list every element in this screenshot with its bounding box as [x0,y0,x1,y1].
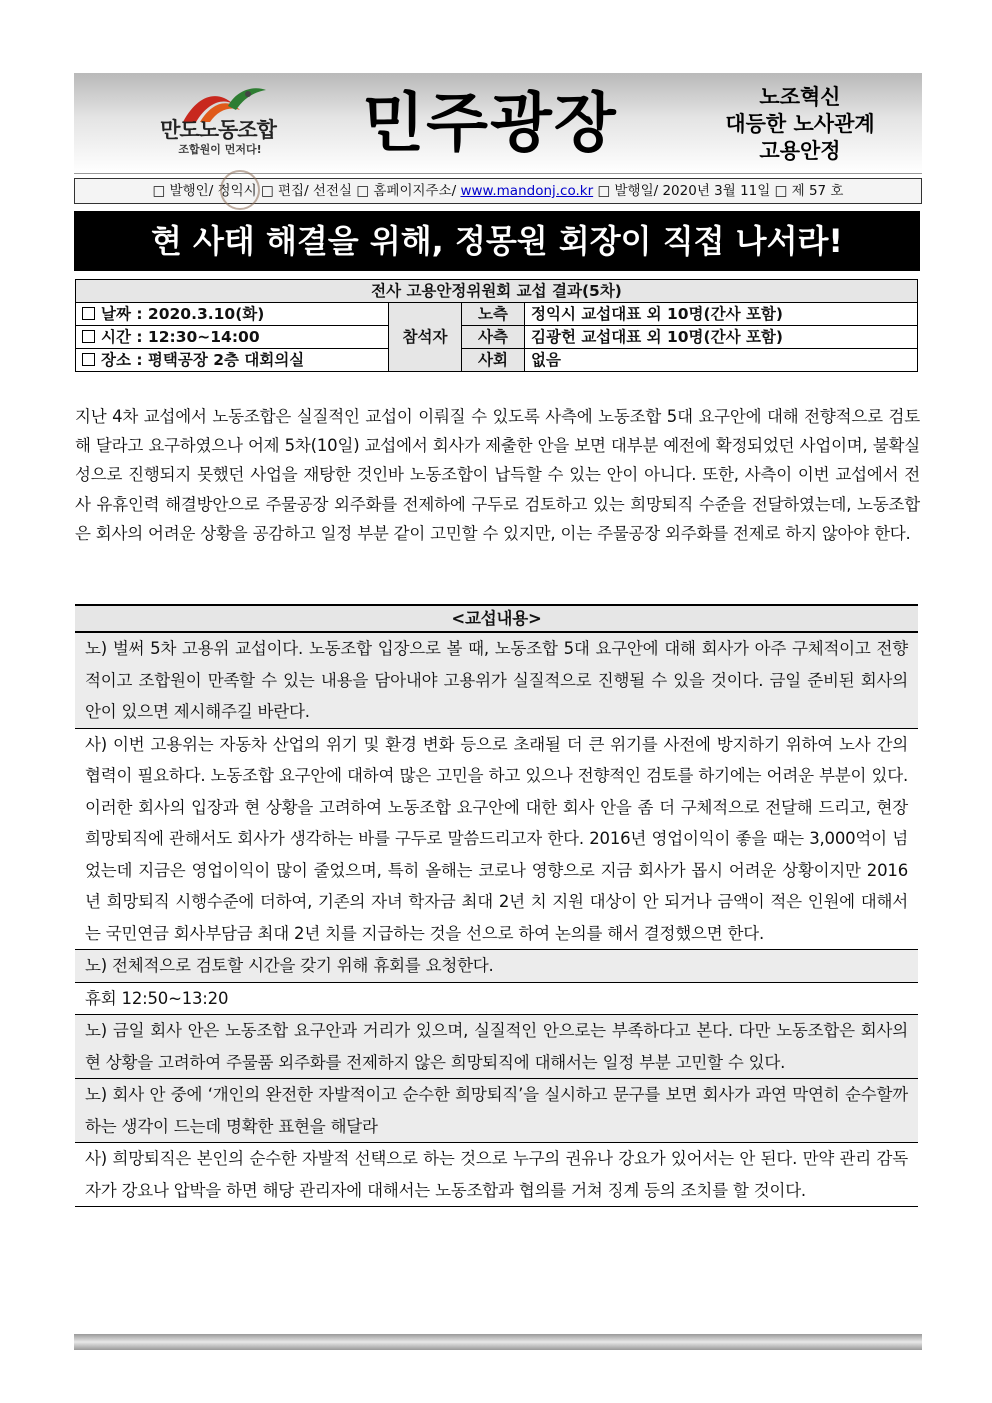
attendee-side: 사측 [462,326,525,349]
issue-date-info: □ 발행일/ 2020년 3월 11일 □ 제 57 호 [593,183,844,199]
negotiation-content-table [75,604,918,1207]
slogan-line: 고용안정 [759,139,841,163]
newsletter-title: 민주광장 [362,87,618,161]
footer-bar [74,1334,922,1350]
meeting-info-table [75,279,918,372]
checkbox-icon [82,353,95,366]
meeting-caption: 전사 고용안정위원회 교섭 결과(5차) [76,280,918,303]
checkbox-icon [82,307,95,320]
dialogue-item: 노) 회사 안 중에 ‘개인의 완전한 자발적이고 순수한 희망퇴직’을 실시하고 문구를 보면 회사가 과연 막연히 순수할까 하는 생각이 드는데 명확한 표현을 해달라 [75,1079,918,1143]
seal-stamp-icon [220,170,260,210]
publisher-info: □ 발행인/ 정익시 □ 편집/ 선전실 □ 홈페이지주소/ [152,183,461,199]
meeting-date: 날짜 : 2020.3.10(화) [76,303,389,326]
slogan-line: 노조혁신 [759,85,841,109]
meeting-time: 시간 : 12:30~14:00 [76,326,389,349]
slogan-line: 대등한 노사관계 [725,112,875,136]
dialogue-item: 노) 전체적으로 검토할 시간을 갖기 위해 휴회를 요청한다. [75,950,918,983]
attendee-side: 사회 [462,349,525,372]
dialogue-item: 사) 이번 고용위는 자동차 산업의 위기 및 환경 변화 등으로 초래될 더 큰 위기를 사전에 방지하기 위하여 노사 간의 협력이 필요하다. 노동조합 요구안에 대하여 많은 고민을 하고 있으나 전향적인 검토를 하기에는 어려운 부분이 있다. 이러한 회사의 입장과 현 상황을 고려하여 노동조합 요구안에 대한 회사 안을 좀 더 구체적으로 전달해 드리고, 현장 희망퇴직에 관해서도 회사가 생각하는 바를 구두로 말씀드리고자 한다. 2016년 영업이익이 좋을 때는 3,000억이 넘었는데 지금은 영업이익이 많이 줄었으며, 특히 올해는 코로나 영향으로 지금 회사가 몹시 어려운 상황이지만 2016년 희망퇴직 시행수준에 더하여, 기존의 자녀 학자금 최대 2년 치 지원 대상이 안 되거나 금액이 적은 인원에 대해서는 국민연금 회사부담금 최대 2년 치를 지급하는 것을 선으로 하여 논의를 해서 결정했으면 한다. [75,728,918,950]
attendee-side: 노측 [462,303,525,326]
slogan-block [690,84,910,165]
checkbox-icon [82,330,95,343]
meeting-place: 장소 : 평택공장 2층 대회의실 [76,349,389,372]
attendee-value: 정익시 교섭대표 외 10명(간사 포함) [525,303,918,326]
attendee-value: 김광헌 교섭대표 외 10명(간사 포함) [525,326,918,349]
intro-paragraph: 지난 4차 교섭에서 노동조합은 실질적인 교섭이 이뤄질 수 있도록 사측에 노동조합 5대 요구안에 대해 전향적으로 검토해 달라고 요구하였으나 어제 5차(10일) 교섭에서 회사가 제출한 안을 보면 대부분 예전에 확정되었던 사업이며, 불확실성으로 진행되지 못했던 사업을 재탕한 것인바 노동조합이 납득할 수 있는 안이 아니다. 또한, 사측이 이번 교섭에서 전사 유휴인력 해결방안으로 주물공장 외주화를 전제하에 구두로 검토하고 있는 희망퇴직 수준을 전달하였는데, 노동조합은 회사의 어려운 상황을 공감하고 일정 부분 같이 고민할 수 있지만, 이는 주물공장 외주화를 전제로 하지 않아야 한다. [75,407,920,543]
dialogue-item: 노) 금일 회사 안은 노동조합 요구안과 거리가 있으며, 실질적인 안으로는 부족하다고 본다. 다만 노동조합은 회사의 현 상황을 고려하여 주물품 외주화를 전제하지 않은 희망퇴직에 대해서는 일정 부분 고민할 수 있다. [75,1015,918,1079]
dialogue-item: 노) 벌써 5차 고용위 교섭이다. 노동조합 입장으로 볼 때, 노동조합 5대 요구안에 대해 회사가 아주 구체적이고 전향적이고 조합원이 만족할 수 있는 내용을 담아내야 고용위가 실질적으로 진행될 수 있을 것이다. 금일 준비된 회사의 안이 있으면 제시해주길 바란다. [75,632,918,728]
logo-text: 만도노동조합 [160,117,276,142]
dialogue-item: 사) 희망퇴직은 본인의 순수한 자발적 선택으로 하는 것으로 누구의 권유나 강요가 있어서는 안 된다. 만약 관리 감독자가 강요나 압박을 하면 해당 관리자에 대해서는 노동조합과 협의를 거쳐 징계 등의 조치를 할 것이다. [75,1143,918,1207]
headline: 현 사태 해결을 위해, 정몽원 회장이 직접 나서라! [150,222,844,260]
publication-info-bar [74,178,922,204]
logo-slogan: 조합원이 먼저다! [178,143,262,156]
attendee-value: 없음 [525,349,918,372]
recess-note: 휴회 12:50~13:20 [75,982,918,1015]
content-caption: <교섭내용> [75,605,918,632]
homepage-link[interactable]: www.mandonj.co.kr [460,183,594,199]
attendees-label: 참석자 [389,303,462,372]
